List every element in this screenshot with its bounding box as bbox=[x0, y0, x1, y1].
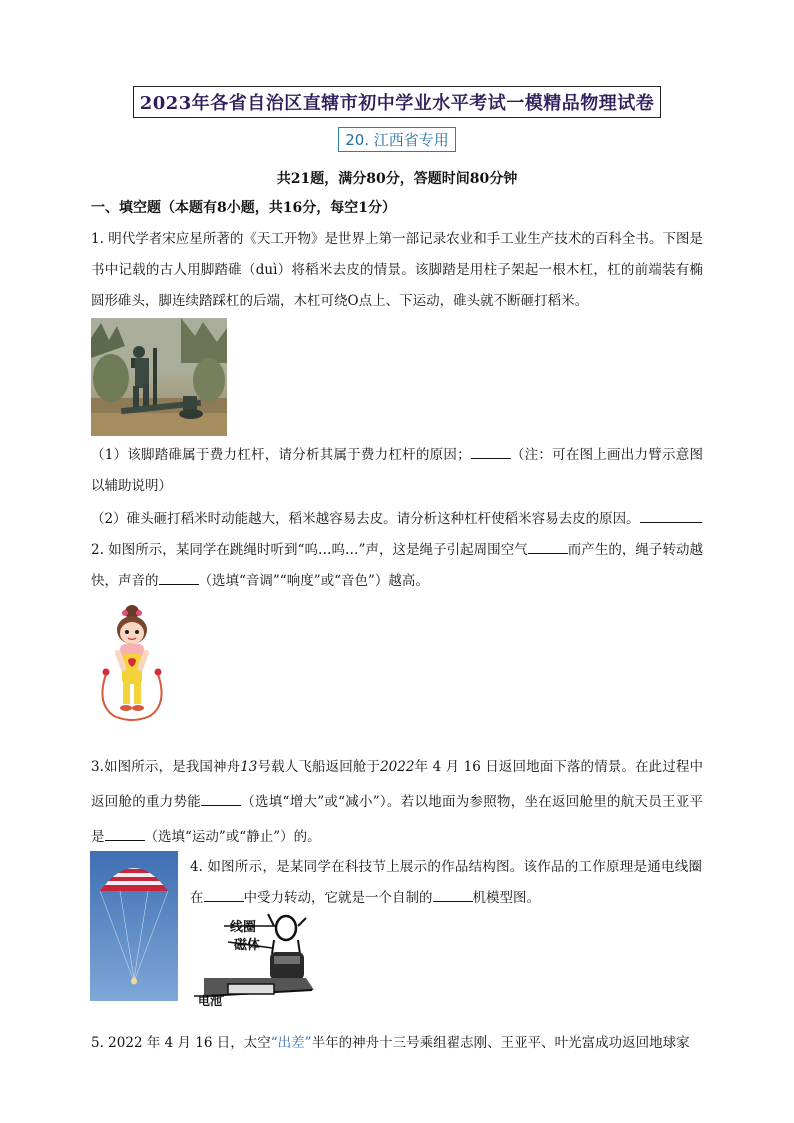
section-title: 一、填空题（本题有8小题，共16分，每空1分） bbox=[91, 200, 396, 216]
answer-blank-2-2[interactable] bbox=[159, 570, 199, 585]
label-battery: 电池 bbox=[198, 994, 223, 1008]
jump-rope-girl-image bbox=[92, 604, 172, 722]
parachute-photo bbox=[90, 851, 178, 1001]
answer-blank-1-1[interactable] bbox=[471, 444, 511, 459]
motor-model-sketch bbox=[194, 912, 324, 1008]
answer-blank-4-2[interactable] bbox=[433, 887, 473, 902]
question-1-sub-1: （1）该脚踏碓属于费力杠杆，请分析其属于费力杠杆的原因； （注：可在图上画出力臂示意图以辅助说明） bbox=[91, 440, 703, 502]
question-5-text: 5. 2022 年 4 月 16 日，太空“出差”半年的神舟十三号乘组翟志刚、王亚平、叶光富成功返回地球家 bbox=[91, 1035, 690, 1051]
label-coil: 线圈 bbox=[230, 920, 257, 935]
question-4-text: 4. 如图所示，是某同学在科技节上展示的作品结构图。该作品的工作原理是通电线圈在 中受力转动，它就是一个自制的 机模型图。 bbox=[190, 859, 702, 906]
answer-blank-2-1[interactable] bbox=[528, 539, 568, 554]
page-title: 2023年各省自治区直辖市初中学业水平考试一模精品物理试卷 bbox=[133, 86, 662, 118]
subtitle-area bbox=[0, 127, 794, 152]
question-3-text: 3.如图所示，是我国神舟13号载人飞船返回舱于2022年 4 月 16 日返回地面下落的情景。在此过程中返回舱的重力势能 （选填“增大”或“减小”）。若以地面为参照物，坐在返回舱里的航天员王亚平是 （选填“运动”或“静止”）的。 bbox=[91, 759, 704, 845]
question-1-sub-2: （2）碓头砸打稻米时动能越大，稻米越容易去皮。请分析这种杠杆使稻米容易去皮的原因。 bbox=[91, 504, 703, 535]
answer-blank-1-2[interactable] bbox=[640, 508, 702, 523]
answer-blank-3-1[interactable] bbox=[201, 791, 241, 806]
question-2-text: 2. 如图所示，某同学在跳绳时听到“呜…呜…”声，这是绳子引起周围空气 而产生的，绳子转动越快，声音的 （选填“音调”“响度”或“音色”）越高。 bbox=[91, 535, 703, 597]
exam-info: 共21题，满分80分，答题时间80分钟 bbox=[276, 171, 518, 187]
q3-number-2: 2022 bbox=[380, 759, 415, 775]
answer-blank-4-1[interactable] bbox=[204, 887, 244, 902]
label-magnet: 磁体 bbox=[234, 938, 261, 953]
question-1-text bbox=[91, 224, 703, 317]
answer-blank-3-2[interactable] bbox=[105, 826, 145, 841]
title-area bbox=[0, 86, 794, 118]
q3-number-1: 13 bbox=[240, 759, 258, 775]
question-1-body: 1. 明代学者宋应星所著的《天工开物》是世界上第一部记录农业和手工业生产技术的百科全书。下图是书中记载的古人用脚踏碓（duì）将稻米去皮的情景。该脚踏是用柱子架起一根木杠，杠的前端装有椭圆形碓头，脚连续踏踩杠的后端，木杠可绕O点上、下运动，碓头就不断砸打稻米。 bbox=[91, 231, 703, 309]
page-subtitle: 20. 江西省专用 bbox=[338, 127, 456, 152]
q5-quote: “出差” bbox=[270, 1035, 312, 1051]
pestle-photo bbox=[91, 318, 227, 436]
